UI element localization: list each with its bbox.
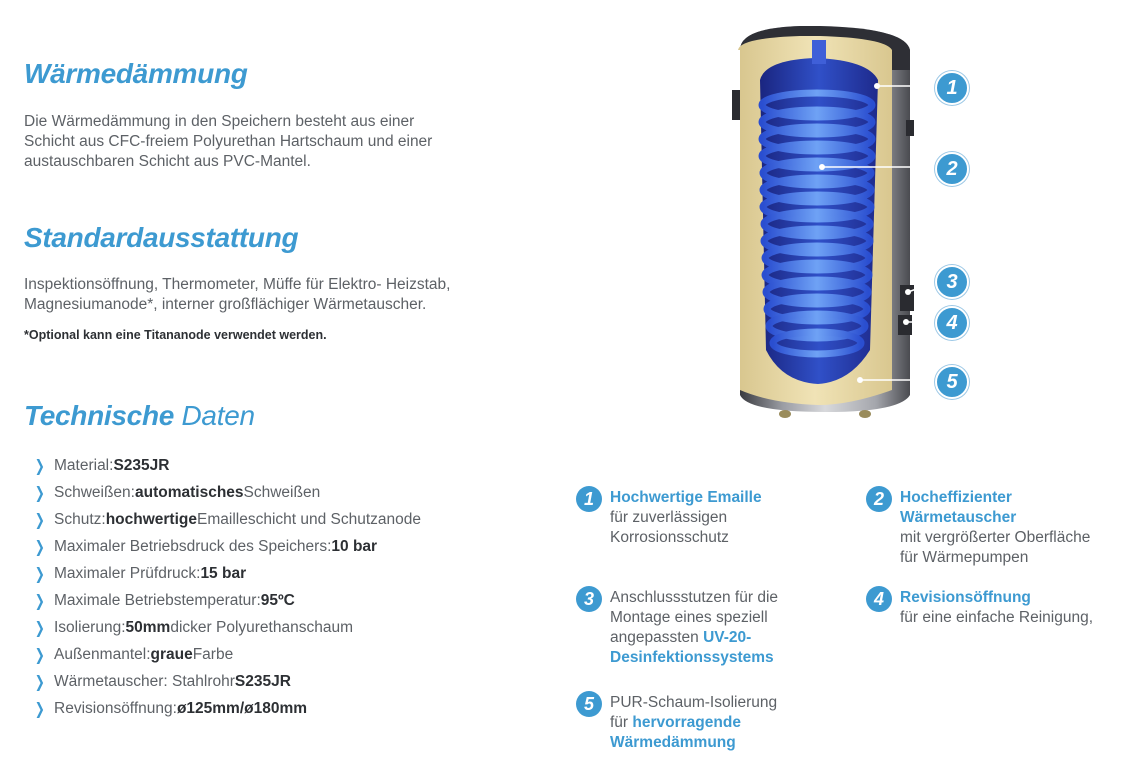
spec-item: ❯ Schutz: hochwertige Emailleschicht und Schutzanode [34, 510, 422, 529]
callout-badge-5: 5 [935, 365, 969, 399]
chevron-right-icon: ❯ [34, 620, 45, 638]
heading-light-part: Daten [181, 400, 255, 431]
spec-item: ❯ Wärmetauscher: Stahlrohr S235JR [34, 673, 291, 692]
number-badge: 2 [866, 486, 892, 512]
chevron-right-icon: ❯ [34, 565, 45, 583]
heading-waermedaemmung: Wärmedämmung [24, 58, 248, 89]
callout-badge-4: 4 [935, 306, 969, 340]
insulation-line: austauschbaren Schicht aus PVC-Mantel. [24, 153, 311, 170]
spec-item: ❯ Isolierung: 50mm dicker Polyurethanschaum [34, 619, 353, 638]
spec-item: ❯ Revisionsöffnung: ø125mm/ø180mm [34, 700, 308, 719]
spec-list [32, 452, 532, 723]
standard-text [24, 275, 450, 315]
spec-item: ❯ Maximaler Prüfdruck: 15 bar [34, 564, 247, 583]
insulation-line: Die Wärmedämmung in den Speichern besteht aus einer [24, 113, 415, 130]
spec-item: ❯ Maximaler Betriebsdruck des Speichers: 10 bar [34, 537, 378, 556]
feature-1: 1 Hochwertige Emaille für zuverlässigen Korrosionsschutz [576, 488, 762, 548]
feature-2: 2 Hocheffizienter Wärmetauscher mit vergrößerter Oberfläche für Wärmepumpen [866, 488, 1090, 568]
spec-item: ❯ Schweißen: automatisches Schweißen [34, 483, 321, 502]
number-badge: 4 [866, 586, 892, 612]
standard-line: Inspektionsöffnung, Thermometer, Müffe für Elektro- Heizstab, [24, 276, 451, 293]
chevron-right-icon: ❯ [34, 647, 45, 665]
spec-item: ❯ Material: S235JR [34, 456, 170, 475]
chevron-right-icon: ❯ [34, 674, 45, 692]
standard-line: Magnesiumanode*, interner großflächiger Wärmetauscher. [24, 296, 427, 313]
number-badge: 5 [576, 691, 602, 717]
feature-4: 4 Revisionsöffnung für eine einfache Reinigung, [866, 588, 1093, 628]
heading-technische-daten [24, 400, 255, 432]
callout-badge-3: 3 [935, 265, 969, 299]
insulation-text [24, 112, 432, 172]
chevron-right-icon: ❯ [34, 701, 45, 719]
heading-standardausstattung: Standardausstattung [24, 222, 299, 253]
optional-note: *Optional kann eine Titananode verwendet werden. [24, 328, 327, 342]
number-badge: 3 [576, 586, 602, 612]
spec-item: ❯ Maximale Betriebstemperatur: 95ºC [34, 592, 295, 611]
chevron-right-icon: ❯ [34, 593, 45, 611]
chevron-right-icon: ❯ [34, 538, 45, 556]
callout-badge-2: 2 [935, 152, 969, 186]
number-badge: 1 [576, 486, 602, 512]
spec-item: ❯ Außenmantel: graue Farbe [34, 646, 234, 665]
chevron-right-icon: ❯ [34, 511, 45, 529]
heading-bold-part: Technische [24, 400, 175, 431]
feature-3: 3 Anschlussstutzen für die Montage eines speziell angepassten UV-20- Desinfektionssystems [576, 588, 778, 668]
chevron-right-icon: ❯ [34, 457, 45, 475]
feature-5: 5 PUR-Schaum-Isolierung für hervorragende Wärmedämmung [576, 693, 777, 753]
chevron-right-icon: ❯ [34, 484, 45, 502]
callout-badge-1: 1 [935, 71, 969, 105]
insulation-line: Schicht aus CFC-freiem Polyurethan Hartschaum und einer [24, 133, 433, 150]
